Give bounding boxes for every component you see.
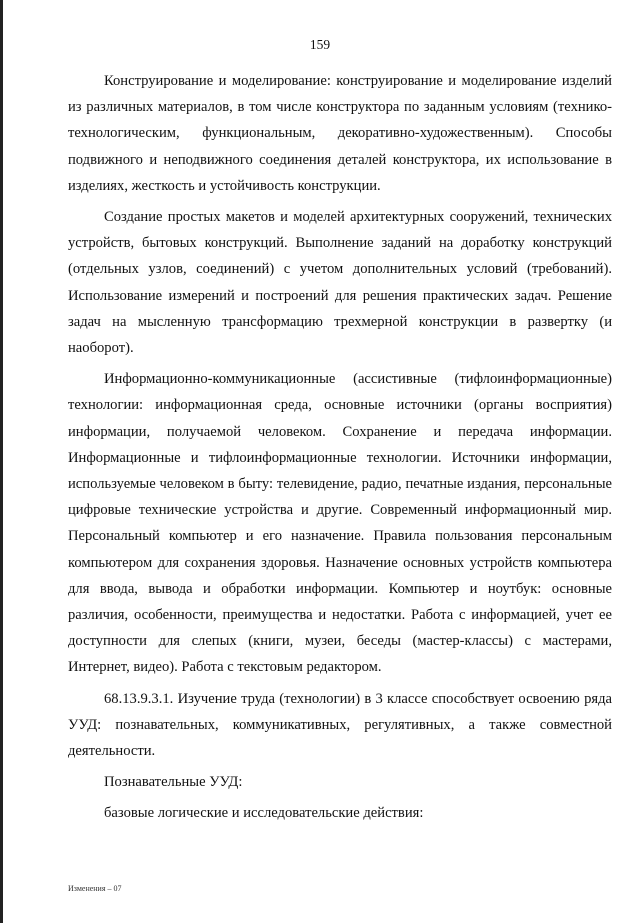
document-body xyxy=(68,68,612,832)
paragraph-cognitive-heading: Познавательные УУД: xyxy=(104,774,243,791)
page-number: 159 xyxy=(309,37,331,52)
paragraph-construction: Конструирование и моделирование: конструирование и моделирование изделий из различных материалов, в том числе конструктора по заданным условиям (технико-технологическим, функциональным, декоративно-художественным). Способы подвижного и неподвижного соединения деталей конструктора, их использование в изделиях, жесткость и устойчивость конструкции. xyxy=(68,73,612,194)
paragraph-logic-actions: базовые логические и исследовательские действия: xyxy=(104,805,424,822)
paragraph-models: Создание простых макетов и моделей архитектурных сооружений, технических устройств, бытовых конструкций. Выполнение заданий на доработку конструкций (отдельных узлов, соединений) с учетом дополнительных условий (требований). Использование измерений и построений для решения практических задач. Решение задач на мысленную трансформацию трехмерной конструкции в развертку (и наоборот). xyxy=(68,209,612,357)
scan-edge xyxy=(0,0,3,923)
paragraph-uud: 68.13.9.3.1. Изучение труда (технологии) в 3 классе способствует освоению ряда УУД: познавательных, коммуникативных, регулятивных, а также совместной деятельности. xyxy=(68,690,612,760)
paragraph-ict: Информационно-коммуникационные (ассистивные (тифлоинформационные) технологии: информационная среда, основные источники (органы восприятия) информации, получаемой человеком. Сохранение и передача информации. Информационные и тифлоинформационные технологии. Источники информации, используемые человеком в быту: телевидение, радио, печатные издания, персональные цифровые технические устройства и другие. Современный информационный мир. Персональный компьютер и его назначение. Правила пользования персональным компьютером для сохранения здоровья. Назначение основных устройств компьютера для ввода, вывода и обработки информации. Компьютер и ноутбук: основные различия, особенности, преимущества и недостатки. Работа с информацией, учет ее доступности для слепых (книги, музеи, беседы (мастер-классы) с мастерами, Интернет, видео). Работа с текстовым редактором. xyxy=(68,371,612,676)
footer-note: Изменения – 07 xyxy=(68,884,122,893)
